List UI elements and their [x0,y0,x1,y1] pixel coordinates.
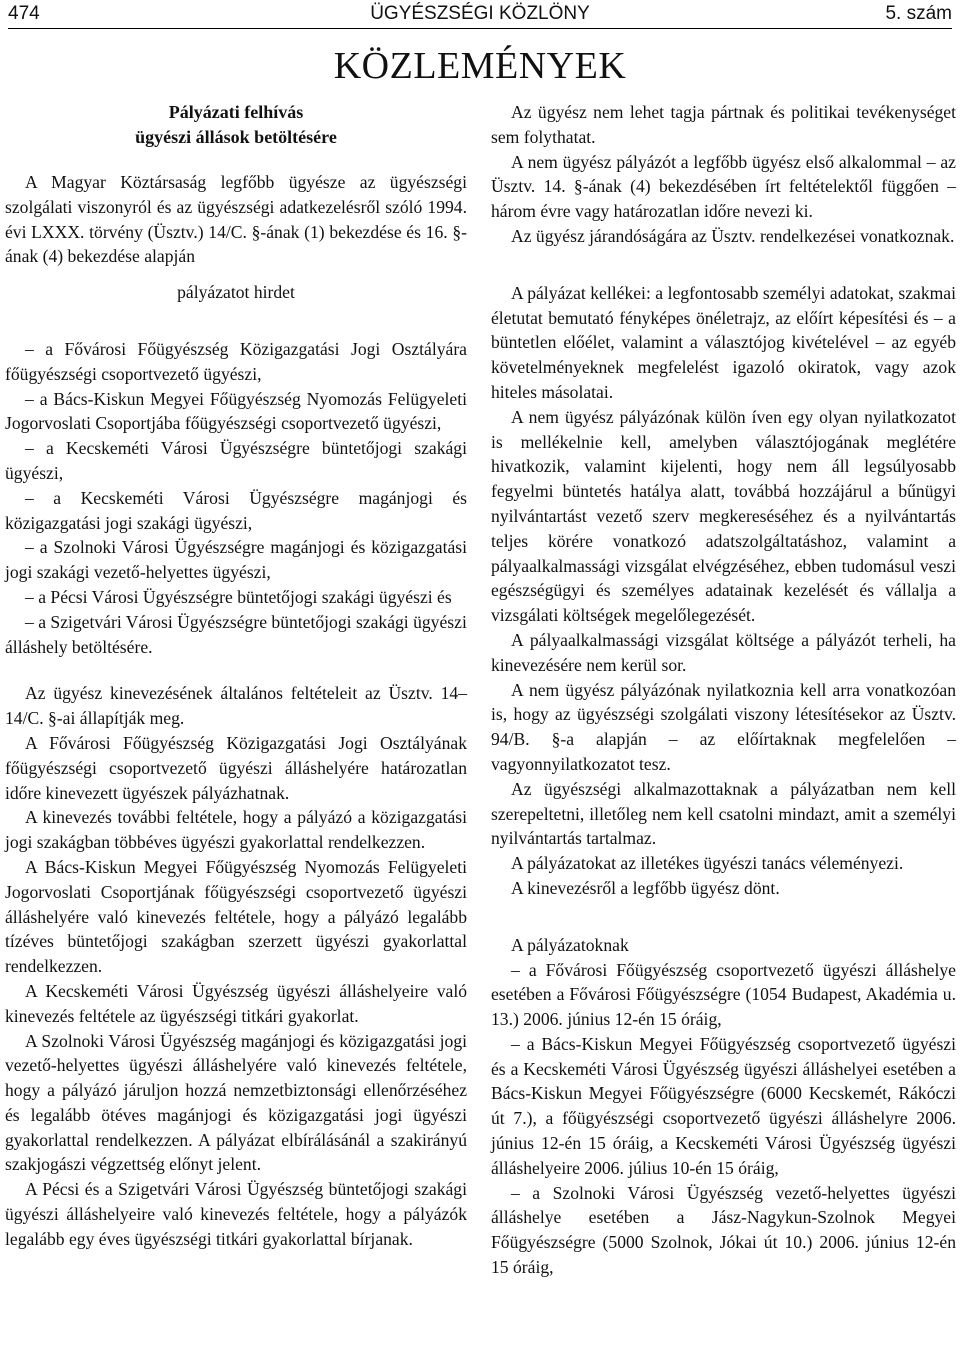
position-item: – a Fővárosi Főügyészség Közigazgatási Jogi Osztályára főügyészségi csoportvezető ügyészi, [5,338,467,384]
intro-paragraph: A Magyar Köztársaság legfőbb ügyésze az ügyészségi szolgálati viszonyról és az ügyészségi adatkezelésről szóló 1994. évi LXXX. törvény (Üsztv.) 14/C. §-ának (1) bekezdése és 16. §-ának (4) bekezdése alapján [5,172,467,267]
body-paragraph: A kinevezés további feltétele, hogy a pályázó a közigazgatási jogi szakágban többéves ügyészi gyakorlattal rendelkezzen. [5,807,467,853]
body-paragraph: A pályázatokat az illetékes ügyészi tanács véleményezi. [511,853,904,874]
body-paragraph: A nem ügyész pályázónak külön íven egy olyan nyilatkozatot is mellékelnie kell, amelyben választójogának meglétére hivatkozik, valamint kijelenti, hogy nem áll legsúlyosabb fegyelmi büntetés hatálya alatt, továbbá hozzájárul a bűnügyi nyilvántartást vezető szerv megkereséséhez és a nyilvántartás teljes körére vonatkozó adatszolgáltatáshoz, valamint a pályaalkalmassági vizsgálat elvégzéséhez, ebben tudomásul veszi egészségügyi és személyes adatainak kezelését és vállalja a vizsgálati költségek megelőlegezését. [491,406,956,626]
issue-number: 5. szám [885,3,952,24]
body-paragraph: Az ügyész nem lehet tagja pártnak és politikai tevékenységet sem folythatat. [491,102,956,147]
body-paragraph: A Fővárosi Főügyészség Közigazgatási Jogi Osztályának főügyészségi csoportvezető ügyészi álláshelyére határozatlan időre kinevezett ügyészek pályázhatnak. [5,732,467,803]
submission-item: – a Szolnoki Városi Ügyészség vezető-helyettes ügyészi álláshelye esetében a Jász-Nagykun-Szolnok Megyei Főügyészségre (5000 Szolnok, Jókai út 10.) 2006. június 12-én 15 óráig, [491,1182,956,1278]
body-paragraph: A Szolnoki Városi Ügyészség magánjogi és közigazgatási jogi vezető-helyettes ügyészi álláshelyére való kinevezés feltétele, hogy a pályázó járuljon hozzá nemzetbiztonsági ellenőrzéséhez és legalább ötéves magánjogi és közigazgatási jogi ügyészi gyakorlattal rendelkezzen. A pályázat elbírálásánál a szakirányú szakjogászi végzettség előnyt jelent. [5,1030,467,1175]
notice-title [5,100,467,150]
notice-title-line2: ügyészi állások betöltésére [135,127,337,147]
body-paragraph: Az ügyész kinevezésének általános feltételeit az Üsztv. 14–14/C. §-ai állapítják meg. [5,683,467,729]
page-number: 474 [8,3,40,24]
body-paragraph: A pályázat kellékei: a legfontosabb személyi adatokat, szakmai életutat bemutató fényképes önéletrajz, az előírt képesítési és – a büntetlen előélet, valamint a választójog kivételével – az egyéb követelményeknek megfelelést igazoló okiratok, vagy azok hiteles másolatai. [491,282,956,402]
body-paragraph: Az ügyészségi alkalmazottaknak a pályázatban nem kell szerepeltetni, illetőleg nem kell csatolni mindazt, amit a személyi nyilvántartás tartalmaz. [491,778,956,849]
position-item: – a Szigetvári Városi Ügyészségre büntetőjogi szakági ügyészi [25,611,467,632]
position-item: – a Szolnoki Városi Ügyészségre magánjogi és közigazgatási jogi szakági vezető-helyettes ügyészi, [5,537,467,583]
submission-item: – a Bács-Kiskun Megyei Főügyészség csoportvezető ügyészi és a Kecskeméti Városi Ügyészség ügyészi álláshelyei esetében a Bács-Kiskun Megyei Főügyészségre (6000 Kecskemét, Rákóczi út 7.), a főügyészségi csoportvezető ügyészi álláshelyre 2006. június 12-én 15 óráig, a Kecskeméti Városi Ügyészség ügyészi álláshelyeire 2006. július 10-én 15 óráig, [491,1033,956,1178]
announcement: pályázatot hirdet [177,282,295,303]
body-paragraph: A nem ügyész pályázót a legfőbb ügyész első alkalommal – az Üsztv. 14. §-ának (4) bekezdésében írt feltételektől függően – három évre vagy határozatlan időre nevezi ki. [491,151,956,222]
submission-item: – a Fővárosi Főügyészség csoportvezető ügyészi álláshelye esetében a Fővárosi Főügyészségre (1054 Budapest, Akadémia u. 13.) 2006. június 12-én 15 óráig, [491,959,956,1030]
body-paragraph: A Pécsi és a Szigetvári Városi Ügyészség büntetőjogi szakági ügyészi álláshelyeire való kinevezés feltétele, hogy a pályázók legalább egy éves ügyészségi titkári gyakorlattal bírjanak. [5,1179,467,1249]
body-paragraph: A Kecskeméti Városi Ügyészség ügyészi álláshelyeire való kinevezés feltétele az ügyészségi titkári gyakorlat. [5,980,467,1026]
position-item: – a Bács-Kiskun Megyei Főügyészség Nyomozás Felügyeleti Jogorvoslati Csoportjába főügyészségi csoportvezető ügyészi, [5,388,467,434]
position-item: – a Kecskeméti Városi Ügyészségre magánjogi és közigazgatási jogi szakági ügyészi, [5,487,467,533]
submission-intro: A pályázatoknak [511,934,629,955]
left-column [5,100,467,1252]
positions-end: álláshely betöltésére. [5,636,153,657]
body-paragraph: A Bács-Kiskun Megyei Főügyészség Nyomozás Felügyeleti Jogorvoslati Csoportjának főügyészségi csoportvezető ügyészi álláshelyére való kinevezés feltétele, hogy a pályázó legalább tízéves büntetőjogi szakágban szerzett ügyészi gyakorlattal rendelkezzen. [5,856,467,977]
body-paragraph: A nem ügyész pályázónak nyilatkoznia kell arra vonatkozóan is, hogy az ügyészségi szolgálati viszony létesítésekor az Üsztv. 94/B. §-a alapján – az előírtaknak megfelelően – vagyonnyilatkozatot tesz. [491,679,956,774]
page-header [8,0,952,29]
notice-title-line1: Pályázati felhívás [168,102,304,122]
body-paragraph: Az ügyész járandóságára az Üsztv. rendelkezései vonatkoznak. [511,225,955,246]
section-title: KÖZLEMÉNYEK [333,45,627,87]
right-column [491,100,956,1280]
position-item: – a Kecskeméti Városi Ügyészségre büntetőjogi szakági ügyészi, [5,438,467,483]
body-paragraph: A pályaalkalmassági vizsgálat költsége a pályázót terheli, ha kinevezésére nem kerül sor. [491,629,956,675]
position-item: – a Pécsi Városi Ügyészségre büntetőjogi szakági ügyészi és [25,586,452,607]
journal-title: ÜGYÉSZSÉGI KÖZLÖNY [370,3,590,24]
body-paragraph: A kinevezésről a legfőbb ügyész dönt. [511,877,780,898]
